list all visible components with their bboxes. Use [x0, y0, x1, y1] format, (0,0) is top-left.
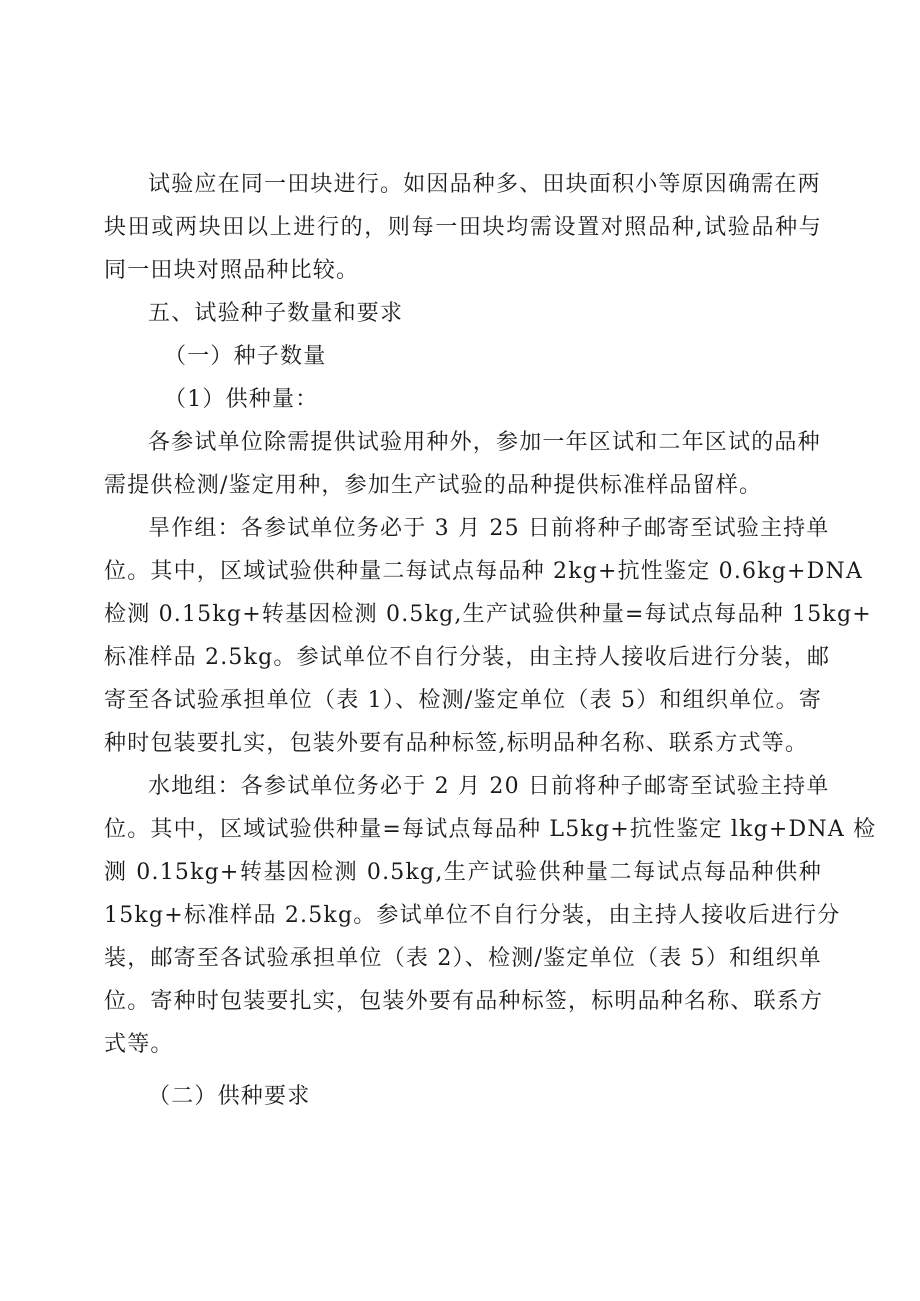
paragraph-line: 试验应在同一田块进行。如因品种多、田块面积小等原因确需在两: [148, 172, 821, 197]
subsection-heading: （二）供种要求: [148, 1084, 311, 1109]
paragraph-line: 位。寄种时包装要扎实，包装外要有品种标签，标明品种名称、联系方: [104, 989, 824, 1014]
paragraph-line: 水地组：各参试单位务必于 2 月 20 日前将种子邮寄至试验主持单: [148, 774, 830, 799]
subsection-heading: （一）种子数量: [164, 344, 327, 369]
paragraph-line: 种时包装要扎实，包装外要有品种标签,标明品种名称、联系方式等。: [104, 731, 809, 756]
paragraph-line: 同一田块对照品种比较。: [104, 258, 360, 283]
paragraph-line: 装，邮寄至各试验承担单位（表 2）、检测/鉴定单位（表 5）和组织单: [104, 946, 822, 971]
paragraph-line: 检测 0.15kg+转基因检测 0.5kg,生产试验供种量=每试点每品种 15kg+: [104, 602, 872, 627]
paragraph-line: 式等。: [104, 1032, 174, 1057]
paragraph-line: 15kg+标准样品 2.5kg。参试单位不自行分装，由主持人接收后进行分: [104, 903, 841, 928]
paragraph-line: 标准样品 2.5kg。参试单位不自行分装，由主持人接收后进行分装，邮: [104, 645, 831, 670]
paragraph-line: 旱作组：各参试单位务必于 3 月 25 日前将种子邮寄至试验主持单: [148, 516, 830, 541]
section-heading: 五、试验种子数量和要求: [148, 301, 404, 326]
paragraph-line: 寄至各试验承担单位（表 1）、检测/鉴定单位（表 5）和组织单位。寄: [104, 688, 822, 713]
paragraph-line: 位。其中，区域试验供种量二每试点每品种 2kg+抗性鉴定 0.6kg+DNA: [104, 559, 864, 584]
paragraph-line: 需提供检测/鉴定用种，参加生产试验的品种提供标准样品留样。: [104, 473, 763, 498]
paragraph-line: 各参试单位除需提供试验用种外，参加一年区试和二年区试的品种: [148, 430, 821, 455]
paragraph-line: 测 0.15kg+转基因检测 0.5kg,生产试验供种量二每试点每品种供种: [104, 860, 822, 885]
item-heading: （1）供种量：: [164, 387, 319, 412]
paragraph-line: 块田或两块田以上进行的，则每一田块均需设置对照品种,试验品种与: [104, 215, 822, 240]
paragraph-line: 位。其中，区域试验供种量=每试点每品种 L5kg+抗性鉴定 lkg+DNA 检: [104, 817, 877, 842]
